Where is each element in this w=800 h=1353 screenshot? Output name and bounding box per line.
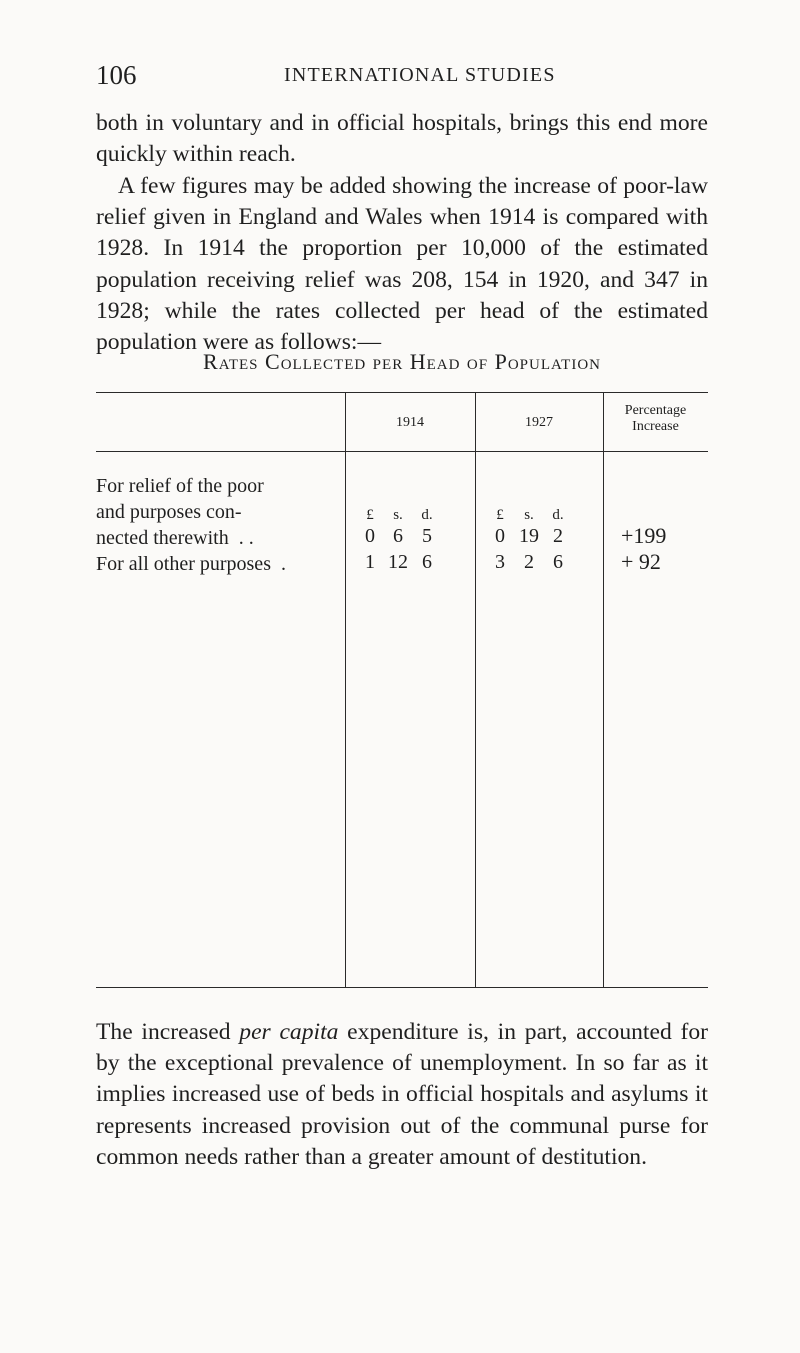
- running-head: INTERNATIONAL STUDIES: [284, 64, 556, 86]
- value-1927-pounds: 3: [495, 551, 505, 573]
- table-column-rule: [475, 392, 476, 988]
- value-1914-pounds: 1: [365, 551, 375, 573]
- header-1927: 1927: [525, 415, 553, 430]
- page-header: [96, 60, 708, 100]
- paragraph-2: A few figures may be added showing the increase of poor-law relief given in England and Wales when 1914 is compared with 1928. In 1914 the proportion per 10,000 of the estimated population receiving relief was 208, 154 in 1920, and 347 in 1928; while the rates collected per head of the estimated population were as follows:—: [96, 173, 708, 356]
- value-1927-shillings: 2: [524, 551, 534, 573]
- value-1914-pounds: 0: [365, 525, 375, 547]
- value-1914-pence: 5: [422, 525, 432, 547]
- percentage-increase: + 92: [621, 549, 661, 574]
- table-column-rule: [345, 392, 346, 988]
- unit-pence: d.: [421, 507, 433, 523]
- unit-shilling: s.: [524, 507, 534, 523]
- paragraph-3: [96, 1017, 708, 1173]
- header-1914: 1914: [396, 415, 424, 430]
- value-1914-shillings: 6: [393, 525, 403, 547]
- value-1927-pence: 2: [553, 525, 563, 547]
- page-number: 106: [96, 60, 137, 90]
- row-label: For relief of the poor: [96, 475, 264, 497]
- header-increase: Increase: [632, 419, 679, 434]
- unit-pound: £: [496, 507, 504, 523]
- row-label: nected therewith . .: [96, 527, 254, 549]
- table-bottom-rule: [96, 987, 708, 988]
- row-label: and purposes con-: [96, 501, 242, 523]
- table-column-rule: [603, 392, 604, 988]
- table-title: Rates Collected per Head of Population: [203, 349, 601, 374]
- paragraph-3-text: expenditure is, in part, accounted for by the exceptional prevalence of unemployment. In so far as it implies increased use of beds in official hospitals and asylums it represents increased provision out of the communal purse for common needs rather than a greater amount of destitution.: [96, 1019, 708, 1170]
- percentage-increase: +199: [621, 523, 667, 548]
- per-capita-italic: per capita: [239, 1019, 339, 1045]
- value-1927-shillings: 19: [519, 525, 539, 547]
- table-header-rule: [96, 451, 708, 452]
- unit-shilling: s.: [393, 507, 403, 523]
- value-1914-shillings: 12: [388, 551, 408, 573]
- row-label: For all other purposes .: [96, 553, 286, 575]
- paragraph-3-text: The increased: [96, 1019, 240, 1045]
- unit-pence: d.: [552, 507, 564, 523]
- unit-pound: £: [366, 507, 374, 523]
- value-1927-pence: 6: [553, 551, 563, 573]
- value-1914-pence: 6: [422, 551, 432, 573]
- paragraph-1: both in voluntary and in official hospitals, brings this end more quickly within reach.: [96, 110, 708, 168]
- value-1927-pounds: 0: [495, 525, 505, 547]
- table-top-rule: [96, 392, 708, 393]
- header-percentage: Percentage: [624, 403, 687, 418]
